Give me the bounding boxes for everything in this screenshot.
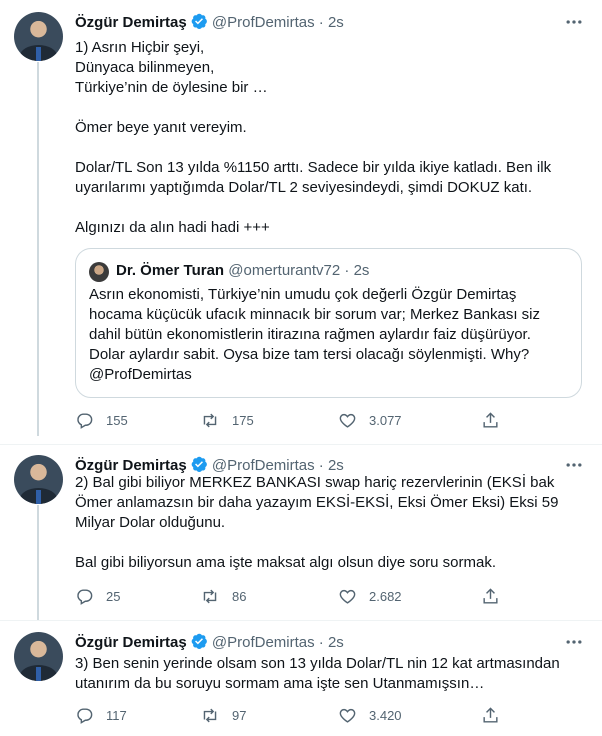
quoted-timestamp: 2s [353,262,370,279]
retweet-button[interactable] [200,410,254,430]
heart-icon [338,411,357,430]
thread-line [37,505,39,621]
author-name[interactable]: Özgür Demirtaş [75,457,187,474]
reply-icon [75,411,94,430]
thread-line [37,62,39,436]
share-icon [481,411,500,430]
tweet-text: 1) Asrın Hiçbir şeyi, Dünyaca bilinmeyen, Türkiye’nin de öylesine bir … Ömer beye yanıt vereyim. Dolar/TL Son 13 yılda %1150 arttı. Sadece bir yılda ikiye katladı. Ben ilk uyarılarımı yaptığımda Dolar/TL 2 seviyesindeydi, şimdi DOKUZ katı. Algınızı da alın hadi hadi +++ [75,39,552,236]
tweet-header [75,12,344,36]
reply-button[interactable] [75,410,128,430]
separator-dot: · [344,262,350,279]
retweet-icon [200,706,220,725]
separator-dot: · [318,634,324,651]
retweet-icon [200,411,220,430]
verified-badge-icon [190,632,208,656]
retweet-icon [200,587,220,606]
separator-dot: · [318,14,324,31]
like-button[interactable] [338,410,402,430]
separator-dot: · [318,457,324,474]
retweet-count: 175 [232,412,254,428]
author-handle[interactable]: @ProfDemirtas [211,14,315,31]
quoted-author-name: Dr. Ömer Turan [116,262,225,279]
tweet-actions [75,705,515,725]
tweet-actions [75,410,515,430]
reply-icon [75,706,94,725]
quoted-avatar [89,262,109,282]
timestamp[interactable]: 2s [327,14,344,31]
like-count: 3.420 [369,707,402,723]
author-name[interactable]: Özgür Demirtaş [75,14,187,31]
reply-button[interactable] [75,586,120,606]
retweet-count: 97 [232,707,247,723]
like-button[interactable] [338,586,402,606]
tweet[interactable] [0,443,602,621]
reply-count: 117 [106,707,127,723]
avatar[interactable] [14,632,63,681]
reply-button[interactable] [75,705,127,725]
tweet-text: 2) Bal gibi biliyor MERKEZ BANKASI swap hariç rezervlerinin (EKSİ bak Ömer anlamazsın bir daha yazayım EKSİ-EKSİ, Eksi Ömer Eksi) Eksi 59 Milyar Dolar olduğunu. Bal gibi biliyorsun ama işte maksat algı olsun diye soru sormak. [75,474,559,571]
like-count: 2.682 [369,588,402,604]
quoted-author-handle: @omerturantv72 [228,262,341,279]
tweet[interactable] [0,620,602,736]
verified-badge-icon [190,12,208,36]
quoted-header [116,261,369,281]
timestamp[interactable]: 2s [327,457,344,474]
avatar[interactable] [14,12,63,61]
timestamp[interactable]: 2s [327,634,344,651]
reply-icon [75,587,94,606]
share-icon [481,587,500,606]
more-options-icon[interactable] [564,632,584,652]
quoted-tweet[interactable] [75,248,582,398]
tweet-header [75,632,344,656]
reply-count: 155 [106,412,128,428]
like-button[interactable] [338,705,402,725]
retweet-count: 86 [232,588,247,604]
tweet-text: 3) Ben senin yerinde olsam son 13 yılda Dolar/TL nin 12 kat artmasından utanırım da bu soruyu sormam ama işte sen Utanmamışsın… [75,655,560,692]
retweet-button[interactable] [200,705,246,725]
more-options-icon[interactable] [564,455,584,475]
share-button[interactable] [481,705,500,725]
share-button[interactable] [481,586,500,606]
heart-icon [338,587,357,606]
author-handle[interactable]: @ProfDemirtas [211,457,315,474]
retweet-button[interactable] [200,586,246,606]
tweet-actions [75,586,515,606]
avatar[interactable] [14,455,63,504]
author-name[interactable]: Özgür Demirtaş [75,634,187,651]
share-icon [481,706,500,725]
share-button[interactable] [481,410,500,430]
heart-icon [338,706,357,725]
quoted-text: Asrın ekonomisti, Türkiye’nin umudu çok değerli Özgür Demirtaş hocama küçücük ufacık minnacık bir sorum var; Merkez Bankası siz dahil bütün ekonomistlerin itirazına rağmen aylardır faiz düşürüyor. Dolar aylardır sabit. Oysa bize tam tersi olacağı söylenmişti. Why? @ProfDemirtas [89,286,540,383]
reply-count: 25 [106,588,121,604]
like-count: 3.077 [369,412,402,428]
author-handle[interactable]: @ProfDemirtas [211,634,315,651]
more-options-icon[interactable] [564,12,584,32]
